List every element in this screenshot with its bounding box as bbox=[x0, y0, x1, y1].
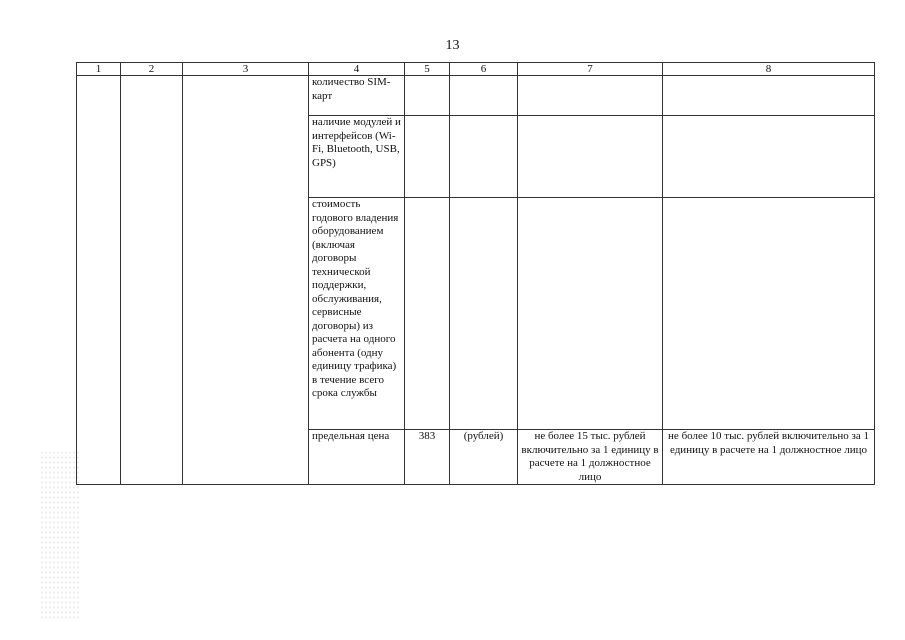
empty-cell bbox=[450, 76, 518, 116]
page-number: 13 bbox=[445, 38, 460, 53]
price-limit-col7: не более 15 тыс. рублей включительно за 1 единицу в расчете на 1 должностное лицо bbox=[518, 430, 663, 485]
table-header-row bbox=[77, 63, 875, 76]
empty-cell bbox=[405, 198, 450, 430]
scan-artifact bbox=[40, 450, 80, 620]
param-max-price: предельная цена bbox=[309, 430, 405, 485]
header-cell: 3 bbox=[183, 63, 309, 76]
price-limit-col8: не более 10 тыс. рублей включительно за 1 единицу в расчете на 1 должностное лицо bbox=[663, 430, 875, 485]
param-modules: наличие модулей и интерфейсов (Wi-Fi, Bluetooth, USB, GPS) bbox=[309, 116, 405, 198]
empty-cell bbox=[450, 198, 518, 430]
empty-cell bbox=[518, 198, 663, 430]
unit-name: (рублей) bbox=[450, 430, 518, 485]
header-cell: 5 bbox=[405, 63, 450, 76]
header-cell: 2 bbox=[121, 63, 183, 76]
empty-cell bbox=[663, 198, 875, 430]
empty-cell bbox=[405, 116, 450, 198]
empty-cell bbox=[663, 76, 875, 116]
empty-cell bbox=[405, 76, 450, 116]
okei-code: 383 bbox=[405, 430, 450, 485]
header-cell: 1 bbox=[77, 63, 121, 76]
specification-table bbox=[76, 62, 875, 485]
empty-cell bbox=[450, 116, 518, 198]
col3-cell bbox=[183, 76, 309, 485]
table-row bbox=[77, 76, 875, 116]
header-cell: 4 bbox=[309, 63, 405, 76]
col2-cell bbox=[121, 76, 183, 485]
header-cell: 8 bbox=[663, 63, 875, 76]
empty-cell bbox=[518, 116, 663, 198]
param-sim-cards: количество SIM-карт bbox=[309, 76, 405, 116]
param-ownership-cost: стоимость годового владения оборудованием (включая договоры технической поддержки, обслуживания, сервисные договоры) из расчета на одного абонента (одну единицу трафика) в течение всего срока службы bbox=[309, 198, 405, 430]
header-cell: 7 bbox=[518, 63, 663, 76]
header-cell: 6 bbox=[450, 63, 518, 76]
empty-cell bbox=[518, 76, 663, 116]
empty-cell bbox=[663, 116, 875, 198]
col1-cell bbox=[77, 76, 121, 485]
